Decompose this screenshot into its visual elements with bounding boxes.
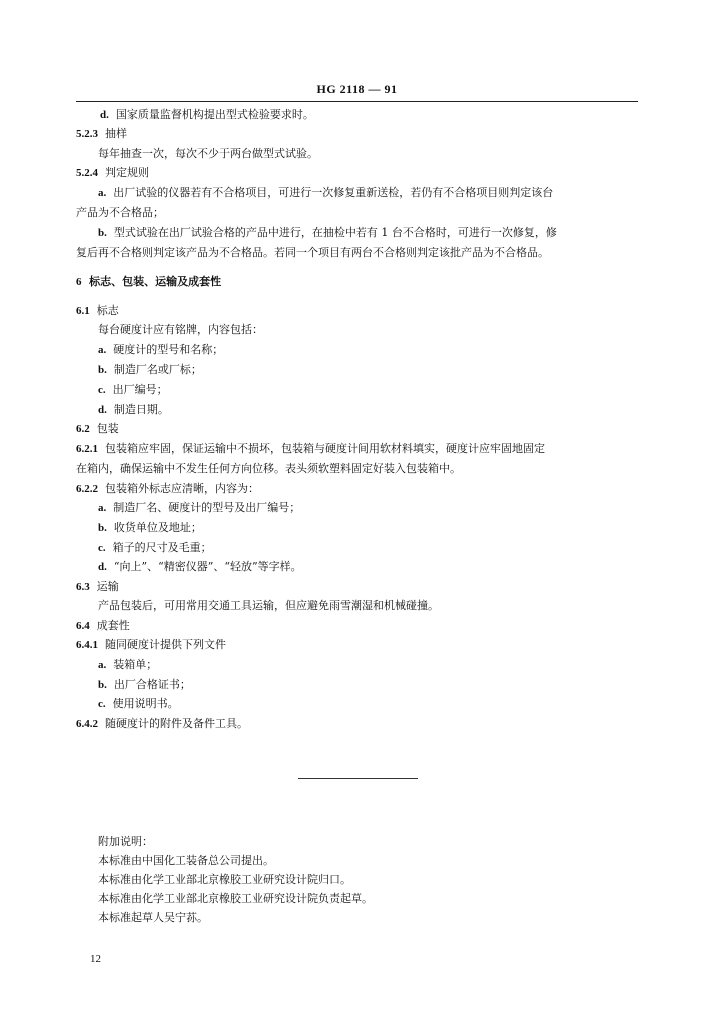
section-6-2-1-line2: 在箱内，确保运输中不发生任何方向位移。表头须软塑料固定好装入包装箱中。 xyxy=(76,462,461,475)
item-b-line1 xyxy=(98,226,557,240)
notes-item: 本标准由化学工业部北京橡胶工业研究设计院归口。 xyxy=(98,873,351,886)
section-number: 6.2 xyxy=(76,423,90,435)
section-number: 6.4.1 xyxy=(76,639,98,651)
item-text: 出厂编号； xyxy=(112,383,168,396)
end-rule xyxy=(298,778,418,779)
section-number: 6.1 xyxy=(76,305,90,317)
section-text: 包装箱外标志应清晰，内容为： xyxy=(105,482,259,495)
item-label: a. xyxy=(98,502,107,514)
section-title: 成套性 xyxy=(96,619,130,632)
chapter-number: 6 xyxy=(76,276,82,288)
item-label: d. xyxy=(98,561,107,573)
list-item xyxy=(98,678,191,692)
item-label: b. xyxy=(98,364,107,376)
item-text: 型式试验在出厂试验合格的产品中进行，在抽检中若有 1 台不合格时，可进行一次修复，修 xyxy=(113,226,557,239)
section-number: 5.2.4 xyxy=(76,167,98,179)
item-b-line2: 复后再不合格则判定该产品为不合格品。若同一个项目有两台不合格则判定该批产品为不合格品。 xyxy=(76,246,549,259)
list-item xyxy=(98,501,300,515)
chapter-6-heading xyxy=(76,275,221,289)
section-number: 6.2.2 xyxy=(76,483,98,495)
notes-item: 本标准起草人吴宁荪。 xyxy=(98,911,208,924)
list-item xyxy=(98,403,169,417)
list-item xyxy=(98,541,212,555)
item-text: 硬度计的型号和名称； xyxy=(113,343,224,356)
section-number: 5.2.3 xyxy=(76,128,98,140)
list-item xyxy=(98,521,202,535)
item-label: a. xyxy=(98,659,107,671)
list-item xyxy=(98,363,202,377)
list-item xyxy=(98,697,179,711)
notes-title: 附加说明： xyxy=(98,835,153,848)
item-label: d. xyxy=(98,404,107,416)
section-5-2-4 xyxy=(76,166,149,180)
item-label: b. xyxy=(98,227,107,239)
header-rule xyxy=(76,101,638,102)
list-item xyxy=(98,343,223,357)
list-item xyxy=(98,658,157,672)
paragraph: 每年抽查一次，每次不少于两台做型式试验。 xyxy=(98,147,318,160)
item-label: b. xyxy=(98,679,107,691)
section-title: 抽样 xyxy=(105,127,127,140)
paragraph: 产品包装后，可用常用交通工具运输，但应避免雨雪潮湿和机械碰撞。 xyxy=(98,599,439,612)
list-item xyxy=(98,383,168,397)
item-a-line2: 产品为不合格品； xyxy=(76,206,164,219)
notes-item: 本标准由化学工业部北京橡胶工业研究设计院负责起草。 xyxy=(98,892,373,905)
item-label: c. xyxy=(98,384,106,396)
section-6-1 xyxy=(76,304,119,318)
item-label: d. xyxy=(100,109,109,121)
item-text: 收货单位及地址； xyxy=(113,521,202,534)
section-6-3 xyxy=(76,580,119,594)
item-text: “向上”、“精密仪器”、“轻放”等字样。 xyxy=(113,560,302,573)
section-6-4-2 xyxy=(76,717,248,731)
item-text: 出厂试验的仪器若有不合格项目，可进行一次修复重新送检，若仍有不合格项目则判定该台 xyxy=(113,186,554,199)
item-text: 制造厂名、硬度计的型号及出厂编号； xyxy=(113,501,301,514)
section-number: 6.4.2 xyxy=(76,718,98,730)
list-item xyxy=(98,560,302,574)
item-label: a. xyxy=(98,187,107,199)
item-text: 出厂合格证书； xyxy=(113,678,191,691)
item-text: 装箱单； xyxy=(113,658,158,671)
item-a-line1 xyxy=(98,186,553,200)
item-label: a. xyxy=(98,344,107,356)
item-text: 使用说明书。 xyxy=(112,697,179,710)
section-number: 6.4 xyxy=(76,620,90,632)
item-label: c. xyxy=(98,698,106,710)
standard-code-header: HG 2118 — 91 xyxy=(316,82,398,96)
section-6-2-1-line1 xyxy=(76,442,545,456)
section-title: 判定规则 xyxy=(105,166,149,179)
section-6-2 xyxy=(76,422,119,436)
section-number: 6.3 xyxy=(76,581,90,593)
section-6-4 xyxy=(76,619,130,633)
section-text: 随硬度计的附件及备件工具。 xyxy=(105,717,248,730)
section-5-2-3 xyxy=(76,127,127,141)
item-label: c. xyxy=(98,542,106,554)
item-text: 制造日期。 xyxy=(113,403,169,416)
item-text: 国家质量监督机构提出型式检验要求时。 xyxy=(115,108,314,121)
notes-item: 本标准由中国化工装备总公司提出。 xyxy=(98,854,274,867)
item-text: 制造厂名或厂标； xyxy=(113,363,202,376)
paragraph: 每台硬度计应有铭牌，内容包括： xyxy=(98,323,263,336)
section-title: 包装 xyxy=(96,422,119,435)
chapter-title: 标志、包装、运输及成套性 xyxy=(89,275,222,288)
section-number: 6.2.1 xyxy=(76,443,98,455)
section-text: 随同硬度计提供下列文件 xyxy=(105,638,226,651)
section-6-4-1 xyxy=(76,638,226,652)
item-text: 箱子的尺寸及毛重； xyxy=(112,541,212,554)
section-6-2-2 xyxy=(76,482,259,496)
item-d-national xyxy=(100,108,314,122)
section-title: 标志 xyxy=(96,304,119,317)
section-text: 包装箱应牢固，保证运输中不损坏，包装箱与硬度计间用软材料填实，硬度计应牢固地固定 xyxy=(105,442,545,455)
section-title: 运输 xyxy=(96,580,119,593)
page-number: 12 xyxy=(90,953,101,965)
item-label: b. xyxy=(98,522,107,534)
